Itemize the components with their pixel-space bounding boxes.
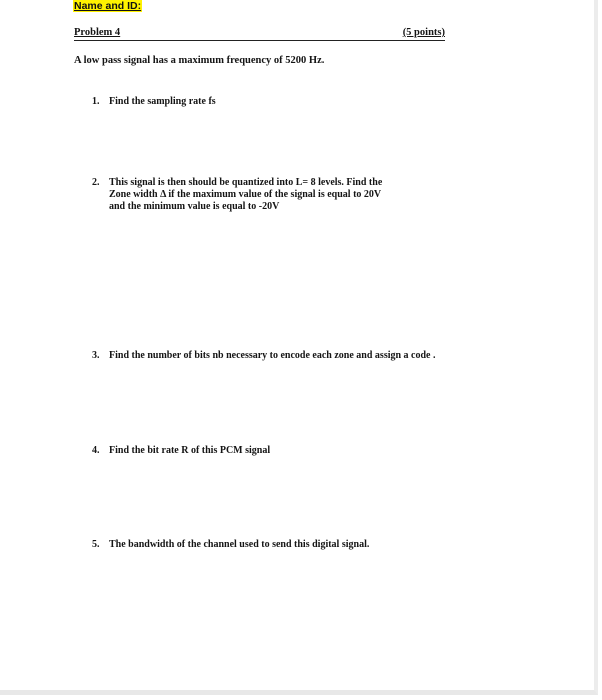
name-id-label: Name and ID:	[74, 0, 142, 12]
question-number: 3.	[92, 350, 100, 361]
question-text-line: and the minimum value is equal to -20V	[109, 201, 280, 212]
question-text-line: This signal is then should be quantized into L= 8 levels. Find the	[109, 177, 383, 188]
problem-header	[74, 27, 445, 41]
question-text: Find the bit rate R of this PCM signal	[109, 445, 271, 456]
problem-intro: A low pass signal has a maximum frequency of 5200 Hz.	[74, 55, 325, 66]
question-text: The bandwidth of the channel used to send this digital signal.	[109, 539, 370, 550]
question-text: Find the number of bits nb necessary to encode each zone and assign a code .	[109, 350, 436, 361]
question-number: 4.	[92, 445, 100, 456]
question-text-line: Zone width Δ if the maximum value of the signal is equal to 20V	[109, 189, 382, 200]
problem-label: Problem 4	[74, 27, 121, 38]
question-text: Find the sampling rate fs	[109, 96, 216, 107]
problem-points: (5 points)	[402, 27, 445, 38]
question-number: 5.	[92, 539, 100, 550]
question-number: 1.	[92, 96, 100, 107]
question-number: 2.	[92, 177, 100, 188]
